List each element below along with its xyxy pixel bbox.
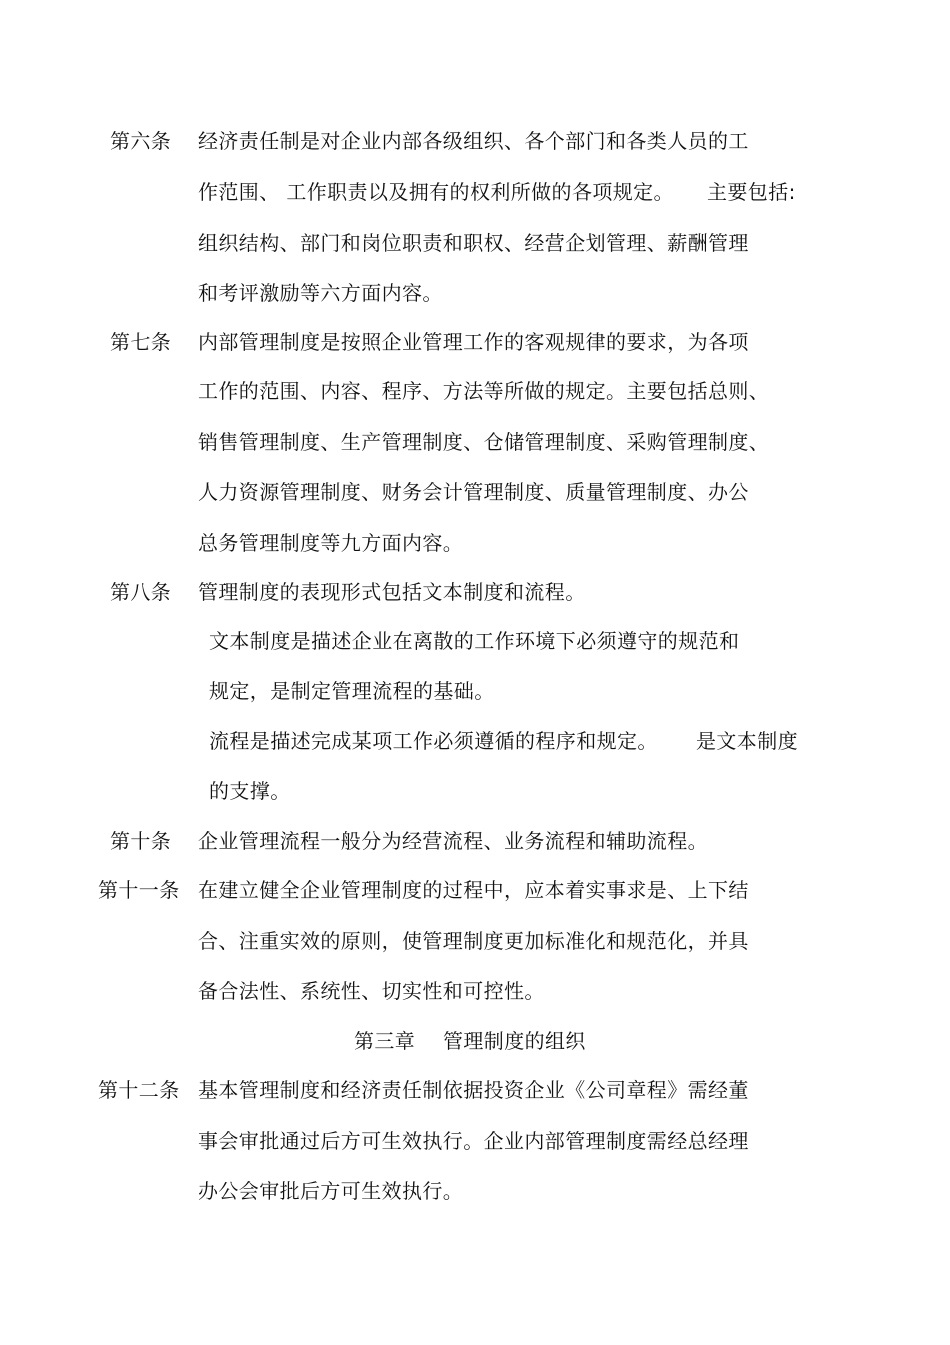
article-text-line: 流程是描述完成某项工作必须遵循的程序和规定。 [209,729,658,753]
article-text-line: 主要包括: [707,180,796,204]
article-text-line: 在建立健全企业管理制度的过程中，应本着实事求是、上下结 [198,878,749,902]
article-text-line: 事会审批通过后方可生效执行。企业内部管理制度需经总经理 [198,1129,749,1153]
article-text-line: 管理制度的表现形式包括文本制度和流程。 [198,580,586,604]
article-text-line: 的支撑。 [209,779,291,803]
article-text-line: 和考评激励等六方面内容。 [198,281,443,305]
article-text-line: 文本制度是描述企业在离散的工作环境下必须遵守的规范和 [209,629,740,653]
article-text-line: 作范围、 工作职责以及拥有的权利所做的各项规定。 [198,180,674,204]
chapter-number: 第三章 [354,1029,416,1053]
article-label: 第八条 [110,580,172,604]
article-text-line: 销售管理制度、生产管理制度、仓储管理制度、采购管理制度、 [198,430,770,454]
article-label: 第十一条 [98,878,180,902]
article-text-line: 经济责任制是对企业内部各级组织、各个部门和各类人员的工 [198,129,749,153]
article-label: 第十二条 [98,1078,180,1102]
article-text-line: 备合法性、系统性、切实性和可控性。 [198,979,545,1003]
article-label: 第十条 [110,829,172,853]
article-text-line: 工作的范围、内容、程序、方法等所做的规定。主要包括总则、 [198,379,770,403]
article-text-line: 企业管理流程一般分为经营流程、业务流程和辅助流程。 [198,829,708,853]
chapter-title: 管理制度的组织 [443,1029,586,1053]
article-text-line: 人力资源管理制度、财务会计管理制度、质量管理制度、办公 [198,480,749,504]
article-text-line: 是文本制度 [696,729,798,753]
article-text-line: 基本管理制度和经济责任制依据投资企业《公司章程》需经董 [198,1078,749,1102]
article-text-line: 内部管理制度是按照企业管理工作的客观规律的要求，为各项 [198,330,749,354]
article-text-line: 规定，是制定管理流程的基础。 [209,679,495,703]
article-text-line: 总务管理制度等九方面内容。 [198,531,464,555]
article-text-line: 组织结构、部门和岗位职责和职权、经营企划管理、薪酬管理 [198,231,749,255]
article-text-line: 办公会审批后方可生效执行。 [198,1179,464,1203]
article-label: 第六条 [110,129,172,153]
article-text-line: 合、注重实效的原则，使管理制度更加标准化和规范化，并具 [198,929,749,953]
article-label: 第七条 [110,330,172,354]
